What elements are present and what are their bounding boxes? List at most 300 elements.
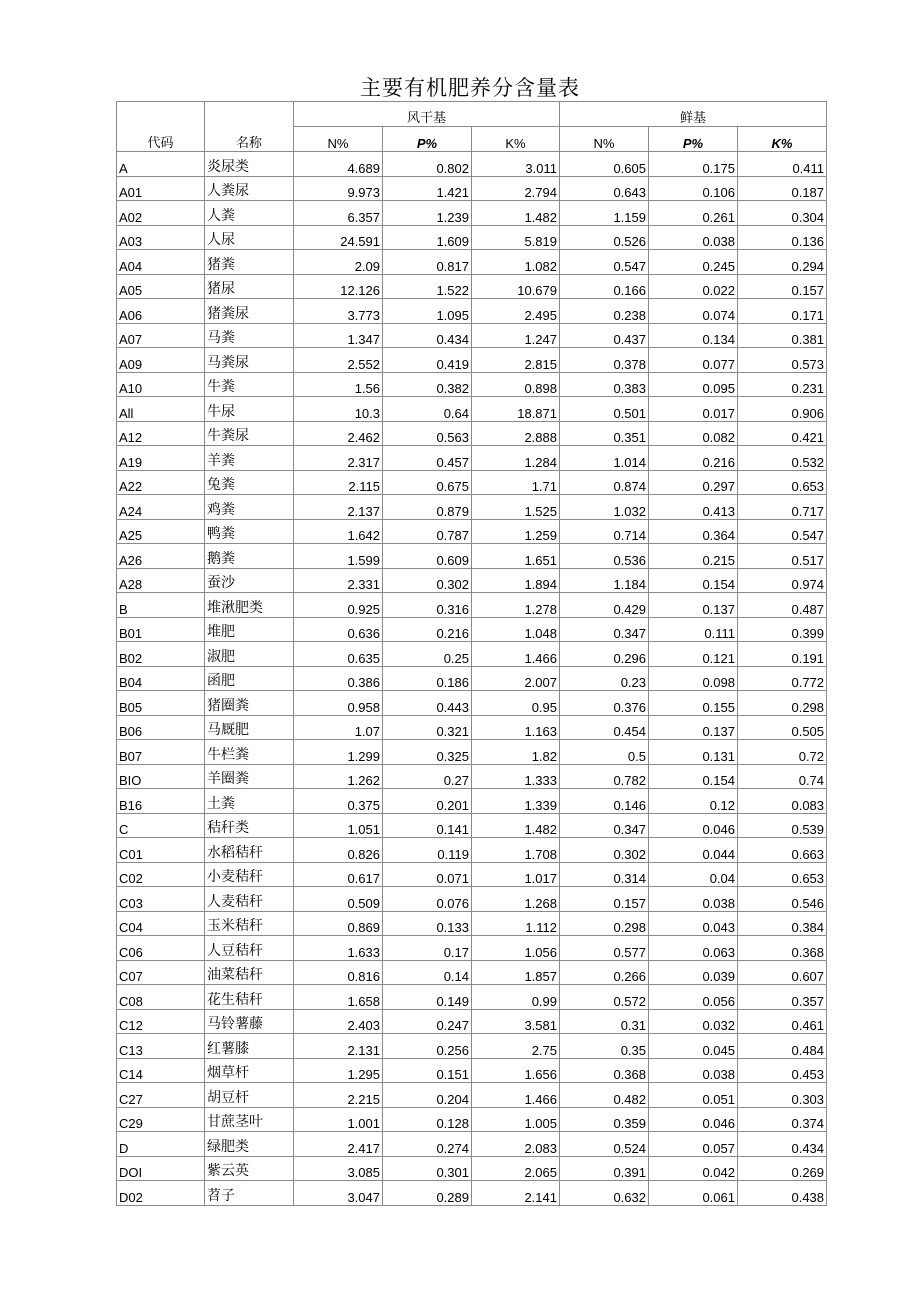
cell-dry-p: 0.563 bbox=[383, 421, 472, 446]
cell-fresh-k: 0.74 bbox=[738, 764, 827, 789]
cell-dry-k: 2.495 bbox=[472, 299, 560, 324]
cell-dry-k: 1.247 bbox=[472, 323, 560, 348]
table-row bbox=[117, 568, 827, 593]
cell-dry-n: 0.509 bbox=[294, 887, 383, 912]
cell-fresh-n: 0.577 bbox=[560, 936, 649, 961]
cell-fresh-p: 0.297 bbox=[649, 470, 738, 495]
cell-dry-k: 1.857 bbox=[472, 960, 560, 985]
cell-fresh-p: 0.051 bbox=[649, 1083, 738, 1108]
header-group-dry: 风干基 bbox=[294, 102, 560, 127]
cell-fresh-n: 0.536 bbox=[560, 544, 649, 569]
cell-name: 猪圈粪 bbox=[205, 691, 294, 716]
table-row bbox=[117, 176, 827, 201]
cell-code: A24 bbox=[117, 495, 205, 520]
cell-code: B01 bbox=[117, 617, 205, 642]
cell-fresh-k: 0.546 bbox=[738, 887, 827, 912]
cell-fresh-k: 0.231 bbox=[738, 372, 827, 397]
cell-dry-k: 1.017 bbox=[472, 862, 560, 887]
cell-name: 羊圈粪 bbox=[205, 764, 294, 789]
cell-dry-n: 3.085 bbox=[294, 1156, 383, 1181]
cell-fresh-k: 0.607 bbox=[738, 960, 827, 985]
cell-dry-n: 1.051 bbox=[294, 813, 383, 838]
cell-code: C02 bbox=[117, 862, 205, 887]
cell-fresh-n: 1.032 bbox=[560, 495, 649, 520]
header-fresh-p: P% bbox=[649, 127, 738, 152]
cell-dry-p: 0.787 bbox=[383, 519, 472, 544]
cell-code: C03 bbox=[117, 887, 205, 912]
cell-name: 羊粪 bbox=[205, 446, 294, 471]
cell-fresh-k: 0.384 bbox=[738, 911, 827, 936]
cell-fresh-k: 0.381 bbox=[738, 323, 827, 348]
cell-dry-n: 3.047 bbox=[294, 1181, 383, 1206]
cell-fresh-n: 0.874 bbox=[560, 470, 649, 495]
table-row bbox=[117, 446, 827, 471]
cell-code: C12 bbox=[117, 1009, 205, 1034]
cell-code: D02 bbox=[117, 1181, 205, 1206]
cell-dry-k: 0.99 bbox=[472, 985, 560, 1010]
cell-name: 马铃薯藤 bbox=[205, 1009, 294, 1034]
cell-dry-k: 1.466 bbox=[472, 1083, 560, 1108]
cell-fresh-p: 0.045 bbox=[649, 1034, 738, 1059]
cell-dry-n: 3.773 bbox=[294, 299, 383, 324]
cell-fresh-p: 0.095 bbox=[649, 372, 738, 397]
cell-dry-p: 0.817 bbox=[383, 250, 472, 275]
cell-fresh-n: 0.376 bbox=[560, 691, 649, 716]
cell-dry-n: 1.001 bbox=[294, 1107, 383, 1132]
cell-fresh-k: 0.191 bbox=[738, 642, 827, 667]
cell-dry-p: 0.382 bbox=[383, 372, 472, 397]
cell-fresh-p: 0.038 bbox=[649, 1058, 738, 1083]
table-row bbox=[117, 887, 827, 912]
table-row bbox=[117, 862, 827, 887]
cell-dry-k: 1.333 bbox=[472, 764, 560, 789]
cell-fresh-n: 1.159 bbox=[560, 201, 649, 226]
cell-fresh-p: 0.074 bbox=[649, 299, 738, 324]
cell-name: 猪粪尿 bbox=[205, 299, 294, 324]
cell-fresh-p: 0.12 bbox=[649, 789, 738, 814]
cell-dry-p: 0.434 bbox=[383, 323, 472, 348]
table-row bbox=[117, 519, 827, 544]
table-row bbox=[117, 225, 827, 250]
cell-dry-k: 1.525 bbox=[472, 495, 560, 520]
table-row bbox=[117, 421, 827, 446]
cell-fresh-k: 0.772 bbox=[738, 666, 827, 691]
cell-dry-p: 0.128 bbox=[383, 1107, 472, 1132]
cell-fresh-n: 0.359 bbox=[560, 1107, 649, 1132]
cell-fresh-n: 0.501 bbox=[560, 397, 649, 422]
table-row bbox=[117, 911, 827, 936]
cell-fresh-n: 0.429 bbox=[560, 593, 649, 618]
cell-fresh-n: 0.714 bbox=[560, 519, 649, 544]
cell-name: 胡豆杆 bbox=[205, 1083, 294, 1108]
cell-dry-k: 1.466 bbox=[472, 642, 560, 667]
header-fresh-n: N% bbox=[560, 127, 649, 152]
cell-fresh-k: 0.573 bbox=[738, 348, 827, 373]
table-row bbox=[117, 544, 827, 569]
cell-fresh-n: 0.296 bbox=[560, 642, 649, 667]
cell-dry-n: 2.137 bbox=[294, 495, 383, 520]
cell-fresh-n: 1.014 bbox=[560, 446, 649, 471]
cell-fresh-p: 0.413 bbox=[649, 495, 738, 520]
cell-fresh-n: 0.383 bbox=[560, 372, 649, 397]
cell-code: A05 bbox=[117, 274, 205, 299]
cell-fresh-p: 0.215 bbox=[649, 544, 738, 569]
cell-fresh-n: 0.35 bbox=[560, 1034, 649, 1059]
table-row bbox=[117, 323, 827, 348]
cell-fresh-p: 0.039 bbox=[649, 960, 738, 985]
cell-dry-p: 0.151 bbox=[383, 1058, 472, 1083]
cell-name: 堆肥 bbox=[205, 617, 294, 642]
cell-name: 炎尿类 bbox=[205, 152, 294, 177]
cell-fresh-k: 0.411 bbox=[738, 152, 827, 177]
cell-code: A22 bbox=[117, 470, 205, 495]
table-row bbox=[117, 666, 827, 691]
cell-fresh-p: 0.044 bbox=[649, 838, 738, 863]
cell-name: 鹅粪 bbox=[205, 544, 294, 569]
cell-name: 苕子 bbox=[205, 1181, 294, 1206]
cell-fresh-p: 0.042 bbox=[649, 1156, 738, 1181]
cell-dry-n: 24.591 bbox=[294, 225, 383, 250]
cell-dry-k: 2.065 bbox=[472, 1156, 560, 1181]
cell-fresh-p: 0.364 bbox=[649, 519, 738, 544]
cell-dry-p: 0.216 bbox=[383, 617, 472, 642]
cell-dry-n: 4.689 bbox=[294, 152, 383, 177]
cell-code: A01 bbox=[117, 176, 205, 201]
cell-code: A19 bbox=[117, 446, 205, 471]
cell-dry-k: 0.898 bbox=[472, 372, 560, 397]
table-row bbox=[117, 1058, 827, 1083]
header-dry-n: N% bbox=[294, 127, 383, 152]
cell-dry-n: 2.09 bbox=[294, 250, 383, 275]
cell-fresh-k: 0.453 bbox=[738, 1058, 827, 1083]
table-row bbox=[117, 642, 827, 667]
cell-dry-p: 0.321 bbox=[383, 715, 472, 740]
cell-dry-k: 18.871 bbox=[472, 397, 560, 422]
cell-dry-n: 0.958 bbox=[294, 691, 383, 716]
cell-fresh-n: 0.605 bbox=[560, 152, 649, 177]
cell-fresh-k: 0.368 bbox=[738, 936, 827, 961]
cell-fresh-p: 0.038 bbox=[649, 887, 738, 912]
table-row bbox=[117, 372, 827, 397]
cell-fresh-n: 1.184 bbox=[560, 568, 649, 593]
cell-code: A28 bbox=[117, 568, 205, 593]
cell-dry-p: 0.076 bbox=[383, 887, 472, 912]
cell-dry-p: 0.301 bbox=[383, 1156, 472, 1181]
cell-dry-n: 0.386 bbox=[294, 666, 383, 691]
cell-fresh-n: 0.314 bbox=[560, 862, 649, 887]
cell-fresh-k: 0.461 bbox=[738, 1009, 827, 1034]
table-row bbox=[117, 617, 827, 642]
cell-fresh-n: 0.782 bbox=[560, 764, 649, 789]
cell-code: D bbox=[117, 1132, 205, 1157]
cell-dry-p: 1.421 bbox=[383, 176, 472, 201]
cell-dry-p: 0.289 bbox=[383, 1181, 472, 1206]
cell-fresh-n: 0.351 bbox=[560, 421, 649, 446]
cell-code: C29 bbox=[117, 1107, 205, 1132]
cell-dry-p: 1.609 bbox=[383, 225, 472, 250]
cell-fresh-n: 0.378 bbox=[560, 348, 649, 373]
cell-fresh-p: 0.137 bbox=[649, 593, 738, 618]
cell-name: 油菜秸秆 bbox=[205, 960, 294, 985]
cell-dry-p: 1.522 bbox=[383, 274, 472, 299]
cell-code: B05 bbox=[117, 691, 205, 716]
cell-name: 红薯膝 bbox=[205, 1034, 294, 1059]
cell-dry-n: 1.633 bbox=[294, 936, 383, 961]
cell-code: C04 bbox=[117, 911, 205, 936]
cell-fresh-p: 0.245 bbox=[649, 250, 738, 275]
cell-dry-k: 1.005 bbox=[472, 1107, 560, 1132]
cell-dry-n: 0.635 bbox=[294, 642, 383, 667]
cell-fresh-k: 0.136 bbox=[738, 225, 827, 250]
cell-fresh-n: 0.157 bbox=[560, 887, 649, 912]
cell-fresh-p: 0.04 bbox=[649, 862, 738, 887]
table-row bbox=[117, 1083, 827, 1108]
cell-dry-p: 0.247 bbox=[383, 1009, 472, 1034]
cell-dry-k: 2.007 bbox=[472, 666, 560, 691]
cell-fresh-p: 0.154 bbox=[649, 764, 738, 789]
cell-dry-p: 0.27 bbox=[383, 764, 472, 789]
cell-dry-p: 1.095 bbox=[383, 299, 472, 324]
cell-fresh-k: 0.269 bbox=[738, 1156, 827, 1181]
cell-dry-k: 2.888 bbox=[472, 421, 560, 446]
cell-dry-p: 0.879 bbox=[383, 495, 472, 520]
cell-dry-p: 0.119 bbox=[383, 838, 472, 863]
cell-dry-k: 1.259 bbox=[472, 519, 560, 544]
cell-name: 人粪尿 bbox=[205, 176, 294, 201]
cell-dry-n: 10.3 bbox=[294, 397, 383, 422]
table-row bbox=[117, 470, 827, 495]
cell-name: 人粪 bbox=[205, 201, 294, 226]
cell-dry-p: 0.14 bbox=[383, 960, 472, 985]
cell-code: A04 bbox=[117, 250, 205, 275]
cell-code: C06 bbox=[117, 936, 205, 961]
table-row bbox=[117, 1181, 827, 1206]
cell-name: 土粪 bbox=[205, 789, 294, 814]
table-row bbox=[117, 348, 827, 373]
cell-fresh-k: 0.187 bbox=[738, 176, 827, 201]
cell-dry-n: 0.826 bbox=[294, 838, 383, 863]
cell-code: A02 bbox=[117, 201, 205, 226]
cell-name: 马厩肥 bbox=[205, 715, 294, 740]
cell-fresh-k: 0.157 bbox=[738, 274, 827, 299]
cell-dry-p: 0.071 bbox=[383, 862, 472, 887]
table-row bbox=[117, 985, 827, 1010]
cell-dry-n: 2.462 bbox=[294, 421, 383, 446]
cell-fresh-n: 0.146 bbox=[560, 789, 649, 814]
cell-dry-n: 0.636 bbox=[294, 617, 383, 642]
cell-code: A26 bbox=[117, 544, 205, 569]
table-row bbox=[117, 274, 827, 299]
table-row bbox=[117, 152, 827, 177]
cell-fresh-p: 0.216 bbox=[649, 446, 738, 471]
cell-fresh-p: 0.082 bbox=[649, 421, 738, 446]
cell-dry-n: 0.816 bbox=[294, 960, 383, 985]
cell-dry-p: 0.274 bbox=[383, 1132, 472, 1157]
cell-code: A09 bbox=[117, 348, 205, 373]
cell-fresh-p: 0.032 bbox=[649, 1009, 738, 1034]
cell-dry-n: 12.126 bbox=[294, 274, 383, 299]
cell-name: 马粪 bbox=[205, 323, 294, 348]
cell-dry-n: 0.869 bbox=[294, 911, 383, 936]
cell-name: 人尿 bbox=[205, 225, 294, 250]
table-row bbox=[117, 299, 827, 324]
cell-fresh-p: 0.038 bbox=[649, 225, 738, 250]
cell-code: C13 bbox=[117, 1034, 205, 1059]
cell-dry-k: 10.679 bbox=[472, 274, 560, 299]
cell-name: 绿肥类 bbox=[205, 1132, 294, 1157]
cell-fresh-k: 0.304 bbox=[738, 201, 827, 226]
cell-code: C07 bbox=[117, 960, 205, 985]
cell-dry-k: 0.95 bbox=[472, 691, 560, 716]
cell-fresh-p: 0.175 bbox=[649, 152, 738, 177]
cell-dry-k: 1.482 bbox=[472, 201, 560, 226]
cell-dry-n: 2.403 bbox=[294, 1009, 383, 1034]
table-row bbox=[117, 936, 827, 961]
cell-dry-k: 3.011 bbox=[472, 152, 560, 177]
cell-dry-n: 2.131 bbox=[294, 1034, 383, 1059]
cell-dry-p: 0.141 bbox=[383, 813, 472, 838]
cell-fresh-k: 0.399 bbox=[738, 617, 827, 642]
cell-fresh-p: 0.155 bbox=[649, 691, 738, 716]
cell-dry-p: 0.675 bbox=[383, 470, 472, 495]
cell-dry-k: 2.794 bbox=[472, 176, 560, 201]
cell-dry-p: 0.325 bbox=[383, 740, 472, 765]
cell-code: C08 bbox=[117, 985, 205, 1010]
cell-dry-k: 3.581 bbox=[472, 1009, 560, 1034]
cell-name: 淑肥 bbox=[205, 642, 294, 667]
cell-fresh-p: 0.061 bbox=[649, 1181, 738, 1206]
cell-fresh-k: 0.421 bbox=[738, 421, 827, 446]
cell-dry-k: 1.651 bbox=[472, 544, 560, 569]
cell-dry-p: 0.443 bbox=[383, 691, 472, 716]
header-name: 名称 bbox=[205, 102, 294, 152]
cell-fresh-k: 0.653 bbox=[738, 470, 827, 495]
cell-code: C27 bbox=[117, 1083, 205, 1108]
cell-dry-p: 0.802 bbox=[383, 152, 472, 177]
cell-name: 人豆秸秆 bbox=[205, 936, 294, 961]
cell-fresh-p: 0.046 bbox=[649, 1107, 738, 1132]
cell-dry-k: 2.75 bbox=[472, 1034, 560, 1059]
cell-dry-p: 0.201 bbox=[383, 789, 472, 814]
cell-fresh-n: 0.5 bbox=[560, 740, 649, 765]
cell-fresh-n: 0.526 bbox=[560, 225, 649, 250]
cell-fresh-k: 0.974 bbox=[738, 568, 827, 593]
cell-fresh-p: 0.261 bbox=[649, 201, 738, 226]
cell-fresh-p: 0.131 bbox=[649, 740, 738, 765]
cell-code: A06 bbox=[117, 299, 205, 324]
cell-name: 鸡粪 bbox=[205, 495, 294, 520]
cell-code: B02 bbox=[117, 642, 205, 667]
cell-fresh-n: 0.23 bbox=[560, 666, 649, 691]
cell-dry-p: 0.256 bbox=[383, 1034, 472, 1059]
cell-fresh-p: 0.106 bbox=[649, 176, 738, 201]
cell-fresh-p: 0.134 bbox=[649, 323, 738, 348]
cell-fresh-n: 0.238 bbox=[560, 299, 649, 324]
cell-fresh-k: 0.484 bbox=[738, 1034, 827, 1059]
cell-dry-n: 2.215 bbox=[294, 1083, 383, 1108]
cell-fresh-p: 0.046 bbox=[649, 813, 738, 838]
cell-dry-k: 1.708 bbox=[472, 838, 560, 863]
table-row bbox=[117, 250, 827, 275]
cell-dry-p: 0.17 bbox=[383, 936, 472, 961]
cell-dry-k: 5.819 bbox=[472, 225, 560, 250]
cell-fresh-k: 0.547 bbox=[738, 519, 827, 544]
cell-code: B16 bbox=[117, 789, 205, 814]
cell-code: C01 bbox=[117, 838, 205, 863]
cell-name: 花生秸秆 bbox=[205, 985, 294, 1010]
cell-name: 函肥 bbox=[205, 666, 294, 691]
cell-dry-p: 0.133 bbox=[383, 911, 472, 936]
table-body bbox=[117, 152, 827, 1206]
cell-fresh-k: 0.72 bbox=[738, 740, 827, 765]
cell-name: 马粪尿 bbox=[205, 348, 294, 373]
cell-code: A bbox=[117, 152, 205, 177]
cell-name: 玉米秸秆 bbox=[205, 911, 294, 936]
cell-name: 牛粪尿 bbox=[205, 421, 294, 446]
cell-fresh-p: 0.098 bbox=[649, 666, 738, 691]
cell-dry-p: 0.64 bbox=[383, 397, 472, 422]
cell-dry-p: 0.302 bbox=[383, 568, 472, 593]
cell-dry-p: 1.239 bbox=[383, 201, 472, 226]
cell-dry-k: 1.268 bbox=[472, 887, 560, 912]
cell-fresh-k: 0.374 bbox=[738, 1107, 827, 1132]
table-row bbox=[117, 593, 827, 618]
cell-fresh-k: 0.434 bbox=[738, 1132, 827, 1157]
cell-name: 水稻秸秆 bbox=[205, 838, 294, 863]
cell-code: B04 bbox=[117, 666, 205, 691]
cell-fresh-n: 0.266 bbox=[560, 960, 649, 985]
cell-fresh-p: 0.057 bbox=[649, 1132, 738, 1157]
cell-dry-p: 0.419 bbox=[383, 348, 472, 373]
cell-name: 小麦秸秆 bbox=[205, 862, 294, 887]
table-row bbox=[117, 1034, 827, 1059]
cell-dry-k: 1.112 bbox=[472, 911, 560, 936]
table-row bbox=[117, 715, 827, 740]
cell-fresh-p: 0.137 bbox=[649, 715, 738, 740]
cell-fresh-n: 0.347 bbox=[560, 617, 649, 642]
table-row bbox=[117, 789, 827, 814]
table-row bbox=[117, 960, 827, 985]
cell-dry-k: 1.656 bbox=[472, 1058, 560, 1083]
cell-code: All bbox=[117, 397, 205, 422]
cell-code: B07 bbox=[117, 740, 205, 765]
cell-name: 牛粪 bbox=[205, 372, 294, 397]
cell-code: B bbox=[117, 593, 205, 618]
cell-fresh-n: 0.454 bbox=[560, 715, 649, 740]
cell-fresh-k: 0.906 bbox=[738, 397, 827, 422]
cell-dry-n: 1.658 bbox=[294, 985, 383, 1010]
cell-code: B06 bbox=[117, 715, 205, 740]
cell-dry-k: 1.082 bbox=[472, 250, 560, 275]
cell-dry-n: 0.617 bbox=[294, 862, 383, 887]
cell-dry-p: 0.149 bbox=[383, 985, 472, 1010]
cell-code: C bbox=[117, 813, 205, 838]
cell-dry-k: 1.339 bbox=[472, 789, 560, 814]
cell-dry-n: 1.599 bbox=[294, 544, 383, 569]
cell-fresh-p: 0.022 bbox=[649, 274, 738, 299]
cell-code: DOI bbox=[117, 1156, 205, 1181]
cell-dry-n: 2.331 bbox=[294, 568, 383, 593]
table-row bbox=[117, 1107, 827, 1132]
cell-fresh-k: 0.653 bbox=[738, 862, 827, 887]
cell-fresh-n: 0.391 bbox=[560, 1156, 649, 1181]
cell-dry-n: 1.56 bbox=[294, 372, 383, 397]
table-row bbox=[117, 1132, 827, 1157]
cell-name: 秸秆类 bbox=[205, 813, 294, 838]
table-row bbox=[117, 1156, 827, 1181]
cell-name: 鸭粪 bbox=[205, 519, 294, 544]
cell-fresh-p: 0.077 bbox=[649, 348, 738, 373]
